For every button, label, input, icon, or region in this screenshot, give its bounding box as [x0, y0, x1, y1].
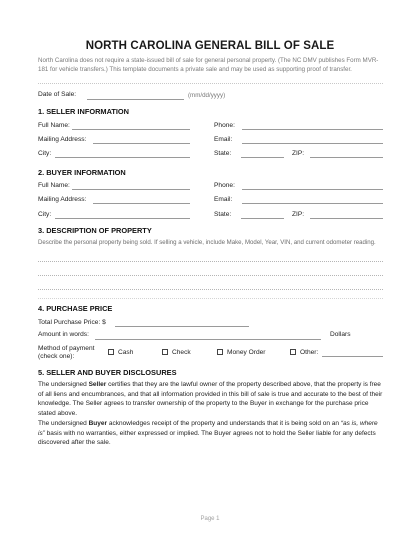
buyer-zip-label: ZIP:	[292, 211, 305, 218]
check-checkbox[interactable]	[162, 349, 168, 355]
buyer-email-label: Email:	[214, 196, 233, 203]
seller-full-name-field[interactable]	[72, 129, 190, 130]
seller-phone-field[interactable]	[242, 129, 383, 130]
seller-phone-label: Phone:	[214, 122, 235, 129]
page-number: Page 1	[200, 516, 220, 522]
seller-disclosure-paragraph: The undersigned Seller certifies that they are the lawful owner of the property described above, that the property is free of all liens and encumbrances, and that all information provided in this bill of sale is true and accurate to the best of their knowledge. The Seller agrees to transfer ownership of the property to the Buyer in exchange for the purchase price stated above.	[38, 381, 383, 417]
buyer-phone-label: Phone:	[214, 182, 235, 189]
dollars-label: Dollars	[330, 331, 351, 338]
date-field[interactable]	[87, 99, 184, 100]
buyer-state-label: State:	[214, 211, 232, 218]
property-description-line[interactable]	[38, 261, 383, 262]
total-price-label: Total Purchase Price: $	[38, 319, 106, 326]
property-description-line[interactable]	[38, 275, 383, 276]
buyer-state-field[interactable]	[241, 218, 284, 219]
seller-mailing-address-field[interactable]	[93, 143, 190, 144]
date-format-hint: (mm/dd/yyyy)	[188, 92, 226, 99]
payment-method-label: Method of payment	[38, 345, 95, 352]
total-price-field[interactable]	[115, 326, 249, 327]
buyer-mailing-address-field[interactable]	[93, 203, 190, 204]
buyer-heading: 2. BUYER INFORMATION	[38, 168, 126, 177]
seller-mailing-address-label: Mailing Address:	[38, 136, 87, 143]
other-payment-field[interactable]	[322, 356, 383, 357]
seller-email-field[interactable]	[242, 143, 383, 144]
buyer-full-name-field[interactable]	[72, 189, 190, 190]
buyer-zip-field[interactable]	[310, 218, 383, 219]
seller-zip-label: ZIP:	[292, 150, 305, 157]
amount-in-words-label: Amount in words:	[38, 331, 89, 338]
disclosures-heading: 5. SELLER AND BUYER DISCLOSURES	[38, 368, 177, 377]
buyer-email-field[interactable]	[242, 203, 383, 204]
buyer-disclosure-paragraph: The undersigned Buyer acknowledges receipt of the property and understands that it is being sold on an “as is, where is” basis with no warranties, either expressed or implied. The Buyer agrees not to hold the Seller liable for any defects discovered after the sale.	[38, 420, 378, 447]
price-heading: 4. PURCHASE PRICE	[38, 304, 113, 313]
divider	[38, 298, 383, 299]
cash-option-label: Cash	[118, 349, 134, 356]
money-order-option-label: Money Order	[227, 349, 266, 356]
seller-full-name-label: Full Name:	[38, 122, 70, 129]
amount-in-words-field[interactable]	[95, 339, 321, 340]
seller-state-label: State:	[214, 150, 232, 157]
property-heading: 3. DESCRIPTION OF PROPERTY	[38, 226, 152, 235]
intro-note: North Carolina does not require a state-issued bill of sale for general personal property. (The NC DMV publishes Form MVR-181 for vehicle transfers.) This template documents a private sale and may be used as supporting proof of transfer.	[38, 57, 379, 73]
other-option-label: Other:	[300, 349, 319, 356]
document-title: NORTH CAROLINA GENERAL BILL OF SALE	[85, 40, 335, 52]
buyer-mailing-address-label: Mailing Address:	[38, 196, 87, 203]
property-description-line[interactable]	[38, 289, 383, 290]
seller-zip-field[interactable]	[310, 157, 383, 158]
other-checkbox[interactable]	[290, 349, 296, 355]
cash-checkbox[interactable]	[108, 349, 114, 355]
divider	[38, 83, 383, 84]
seller-state-field[interactable]	[241, 157, 284, 158]
payment-method-sublabel: (check one):	[38, 353, 75, 360]
money-order-checkbox[interactable]	[217, 349, 223, 355]
date-label: Date of Sale:	[38, 91, 77, 98]
buyer-phone-field[interactable]	[242, 189, 383, 190]
property-instructions: Describe the personal property being sold. If selling a vehicle, include Make, Model, Year, VIN, and current odometer reading.	[38, 239, 376, 246]
buyer-city-label: City:	[38, 211, 52, 218]
seller-heading: 1. SELLER INFORMATION	[38, 107, 130, 116]
seller-city-label: City:	[38, 150, 52, 157]
buyer-city-field[interactable]	[55, 218, 190, 219]
seller-city-field[interactable]	[55, 157, 190, 158]
buyer-full-name-label: Full Name:	[38, 182, 70, 189]
check-option-label: Check	[172, 349, 191, 356]
seller-email-label: Email:	[214, 136, 233, 143]
